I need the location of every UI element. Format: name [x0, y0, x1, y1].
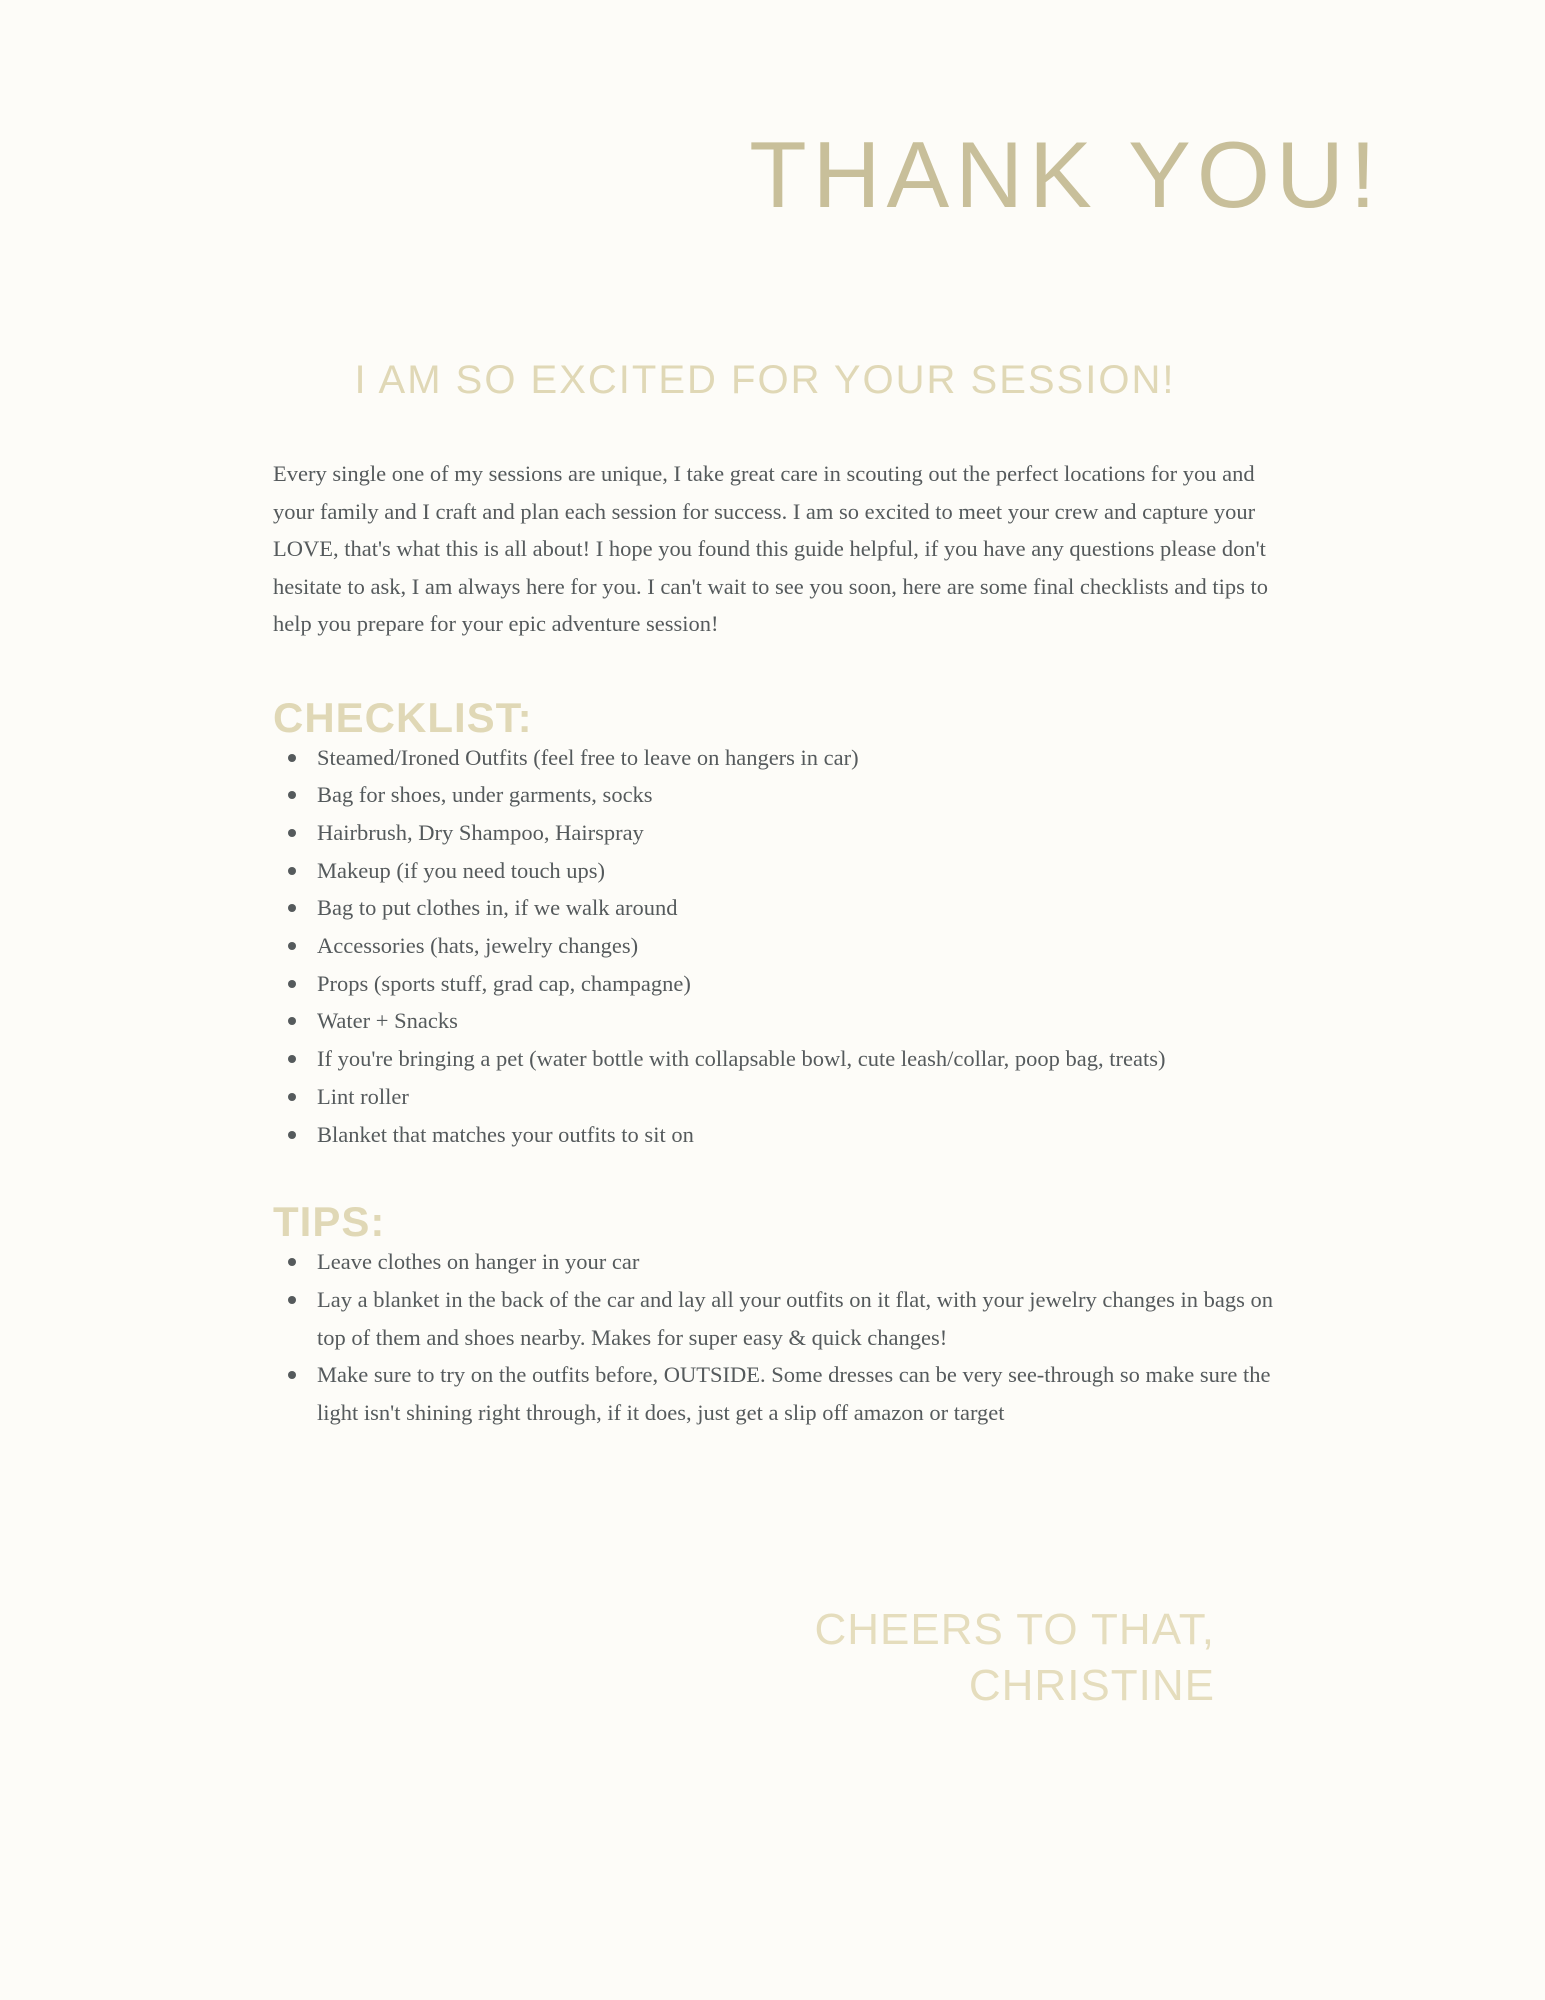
signoff-line: CHEERS TO THAT, [814, 1605, 1215, 1654]
signoff [815, 1602, 1216, 1714]
bullet-icon [288, 791, 296, 799]
bullet-icon [288, 754, 296, 762]
checklist-item: Water + Snacks [317, 1002, 1273, 1040]
checklist-item: If you're bringing a pet (water bottle with collapsable bowl, cute leash/collar, poop bag, treats) [317, 1040, 1273, 1078]
checklist-list [273, 739, 1273, 1154]
bullet-icon [288, 1055, 296, 1063]
bullet-icon [288, 867, 296, 875]
main-content [273, 455, 1273, 1432]
bullet-icon [288, 1371, 296, 1379]
signoff-name: CHRISTINE [968, 1661, 1215, 1710]
bullet-icon [288, 1258, 296, 1266]
checklist-item: Steamed/Ironed Outfits (feel free to leave on hangers in car) [317, 739, 1273, 777]
checklist-item: Props (sports stuff, grad cap, champagne) [317, 965, 1273, 1003]
checklist-item: Bag to put clothes in, if we walk around [317, 889, 1273, 927]
tips-item: Make sure to try on the outfits before, OUTSIDE. Some dresses can be very see-through so make sure the light isn't shining right through, if it does, just get a slip off amazon or target [317, 1356, 1273, 1431]
bullet-icon [288, 904, 296, 912]
bullet-icon [288, 1296, 296, 1304]
checklist-heading: CHECKLIST: [273, 693, 533, 741]
checklist-item: Blanket that matches your outfits to sit on [317, 1116, 1273, 1154]
bullet-icon [288, 1017, 296, 1025]
bullet-icon [288, 980, 296, 988]
checklist-item: Accessories (hats, jewelry changes) [317, 927, 1273, 965]
tips-heading: TIPS: [273, 1198, 386, 1246]
bullet-icon [288, 829, 296, 837]
bullet-icon [288, 1093, 296, 1101]
tips-list [273, 1243, 1273, 1432]
checklist-item: Makeup (if you need touch ups) [317, 852, 1273, 890]
checklist-item: Hairbrush, Dry Shampoo, Hairspray [317, 814, 1273, 852]
page-title: THANK YOU! [749, 122, 1382, 227]
bullet-icon [288, 942, 296, 950]
intro-paragraph: Every single one of my sessions are unique, I take great care in scouting out the perfect locations for you and your family and I craft and plan each session for success. I am so excited to meet your crew and capture your LOVE, that's what this is all about! I hope you found this guide helpful, if you have any questions please don't hesitate to ask, I am always here for you. I can't wait to see you soon, here are some final checklists and tips to help you prepare for your epic adventure session! [273, 461, 1268, 636]
bullet-icon [288, 1131, 296, 1139]
checklist-item: Lint roller [317, 1078, 1273, 1116]
tips-item: Lay a blanket in the back of the car and lay all your outfits on it flat, with your jewelry changes in bags on top of them and shoes nearby. Makes for super easy & quick changes! [317, 1281, 1273, 1356]
checklist-item: Bag for shoes, under garments, socks [317, 776, 1273, 814]
tips-item: Leave clothes on hanger in your car [317, 1243, 1273, 1281]
page-subtitle: I AM SO EXCITED FOR YOUR SESSION! [354, 358, 1176, 402]
